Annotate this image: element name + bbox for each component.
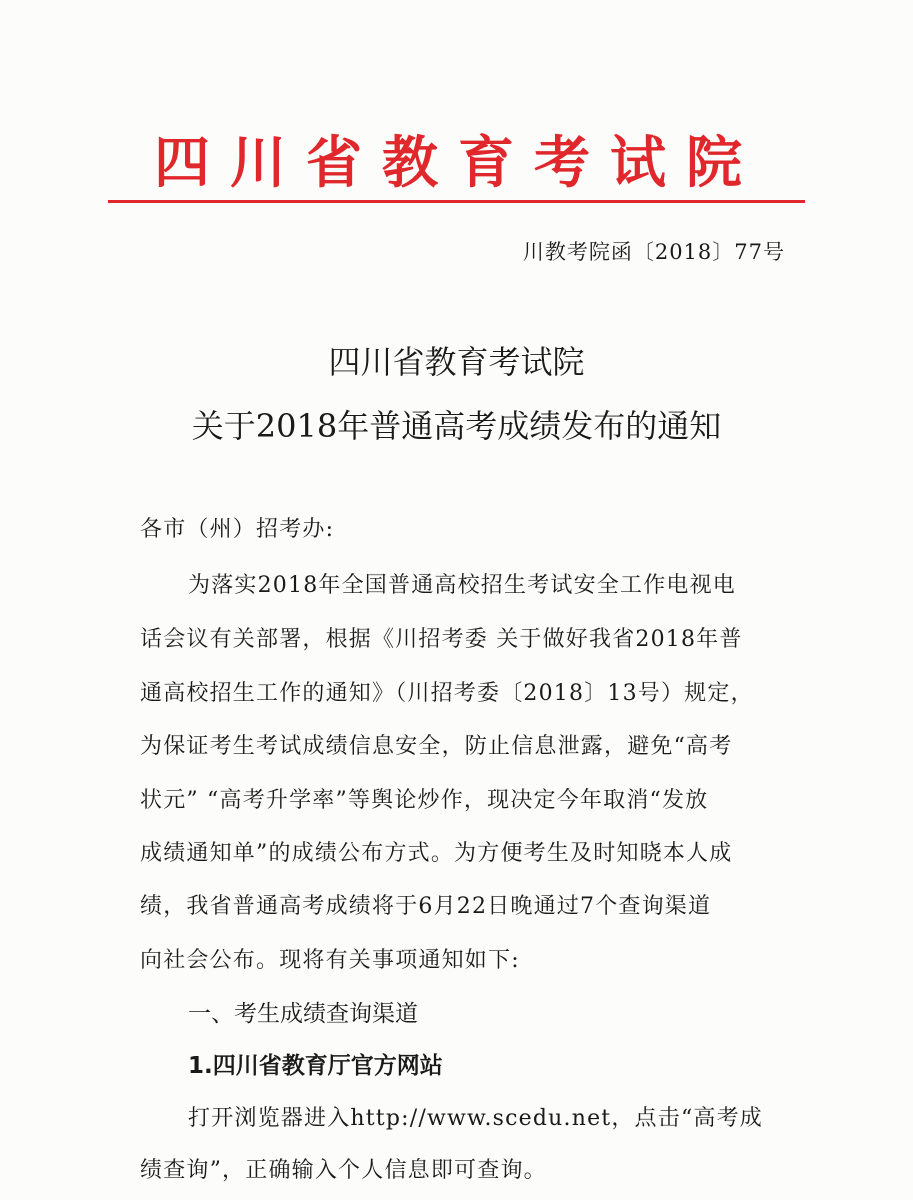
paragraph-line: 话会议有关部署，根据《川招考委 关于做好我省2018年普 xyxy=(140,627,743,652)
section-heading: 一、考生成绩查询渠道 xyxy=(188,1001,418,1027)
document-number: 川教考院函〔2018〕77号 xyxy=(522,240,785,264)
letterhead-issuer: 四川省教育考试院 xyxy=(154,131,762,196)
document-title-line1: 四川省教育考试院 xyxy=(328,343,585,381)
paragraph-line: 通高校招生工作的通知》（川招考委〔2018〕13号）规定， xyxy=(140,681,754,706)
paragraph-line: 向社会公布。现将有关事项通知如下: xyxy=(140,948,520,973)
salutation: 各市（州）招考办: xyxy=(140,517,335,542)
letterhead-red-rule xyxy=(108,200,805,203)
paragraph-line: 为保证考生考试成绩信息安全，防止信息泄露，避免“高考 xyxy=(140,734,733,759)
subsection-heading: 1.四川省教育厅官方网站 xyxy=(188,1053,443,1079)
paragraph-line: 绩，我省普通高考成绩将于6月22日晚通过7个查询渠道 xyxy=(140,894,712,919)
paragraph-line: 绩查询”，正确输入个人信息即可查询。 xyxy=(140,1158,547,1183)
paragraph-line: 状元” “高考升学率”等舆论炒作，现决定今年取消“发放 xyxy=(140,788,709,813)
paragraph-line: 打开浏览器进入http://www.scedu.net，点击“高考成 xyxy=(188,1106,763,1131)
paragraph-line: 为落实2018年全国普通高校招生考试安全工作电视电 xyxy=(188,573,736,598)
paragraph-line: 成绩通知单”的成绩公布方式。为方便考生及时知晓本人成 xyxy=(140,841,733,866)
document-title-line2: 关于2018年普通高考成绩发布的通知 xyxy=(191,407,722,445)
